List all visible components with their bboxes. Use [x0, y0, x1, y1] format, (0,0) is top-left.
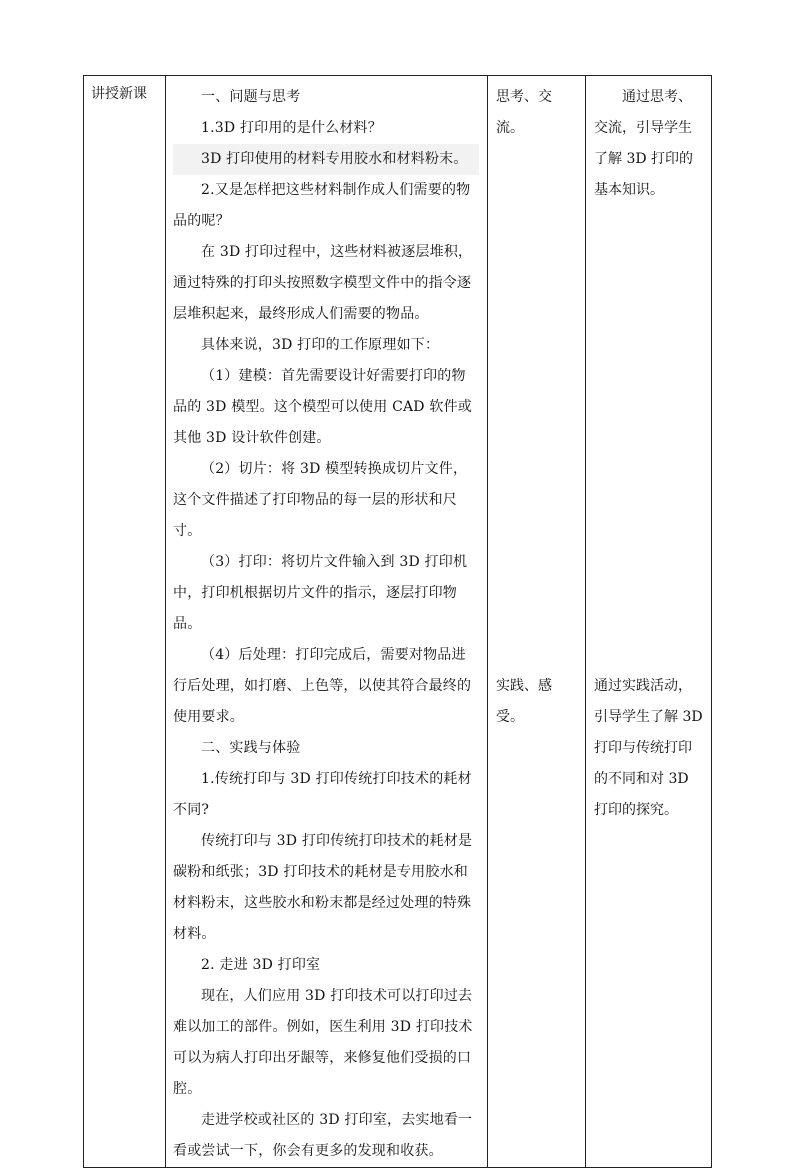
step-printing: （3）打印：将切片文件输入到 3D 打印机中，打印机根据切片文件的指示，逐层打印物品。	[173, 554, 468, 632]
table-row	[84, 76, 712, 1168]
answer-3: 传统打印与 3D 打印传统打印技术的耗材是碳粉和纸张；3D 打印技术的耗材是专用胶水和材料粉末，这些胶水和粉末都是经过处理的特殊材料。	[173, 833, 473, 942]
lesson-plan-table	[83, 75, 712, 1168]
stage-cell	[84, 76, 166, 1168]
step-modeling: （1）建模：首先需要设计好需要打印的物品的 3D 模型。这个模型可以使用 CAD 软件或其他 3D 设计软件创建。	[173, 368, 472, 446]
intent-cell	[586, 76, 712, 1168]
step-post-processing: （4）后处理：打印完成后，需要对物品进行后处理，如打磨、上色等，以使其符合最终的使用要求。	[173, 647, 472, 725]
stage-label: 讲授新课	[91, 86, 147, 102]
paragraph-applications: 现在，人们应用 3D 打印技术可以打印过去难以加工的部件。例如，医生利用 3D 打印技术可以为病人打印出牙龈等，来修复他们受损的口腔。	[173, 988, 473, 1097]
intent-1: 通过思考、交流，引导学生了解 3D 打印的基本知识。	[594, 89, 694, 198]
subheading-visit: 2. 走进 3D 打印室	[201, 957, 321, 973]
activity-1: 思考、交流。	[496, 89, 552, 136]
answer-1: 3D 打印使用的材料专用胶水和材料粉末。	[173, 144, 479, 175]
activity-cell	[488, 76, 586, 1168]
paragraph-visit: 走进学校或社区的 3D 打印室，去实地看一看或尝试一下，你会有更多的发现和收获。	[173, 1112, 473, 1159]
section-heading-1: 一、问题与思考	[201, 89, 301, 105]
answer-2: 在 3D 打印过程中，这些材料被逐层堆积，通过特殊的打印头按照数字模型文件中的指令逐层堆积起来，最终形成人们需要的物品。	[173, 244, 473, 322]
section-heading-2: 二、实践与体验	[201, 740, 301, 756]
question-3: 1.传统打印与 3D 打印传统打印技术的耗材不同?	[173, 771, 472, 818]
step-slicing: （2）切片：将 3D 模型转换成切片文件，这个文件描述了打印物品的每一层的形状和尺寸。	[173, 461, 468, 539]
intent-2: 通过实践活动，引导学生了解 3D 打印与传统打印的不同和对 3D 打印的探究。	[594, 678, 703, 818]
principle-intro: 具体来说，3D 打印的工作原理如下：	[201, 337, 440, 353]
content-cell	[166, 76, 488, 1168]
question-1: 1.3D 打印用的是什么材料？	[201, 120, 382, 136]
question-2: 2.又是怎样把这些材料制作成人们需要的物品的呢？	[173, 182, 471, 229]
activity-2: 实践、感受。	[496, 678, 552, 725]
